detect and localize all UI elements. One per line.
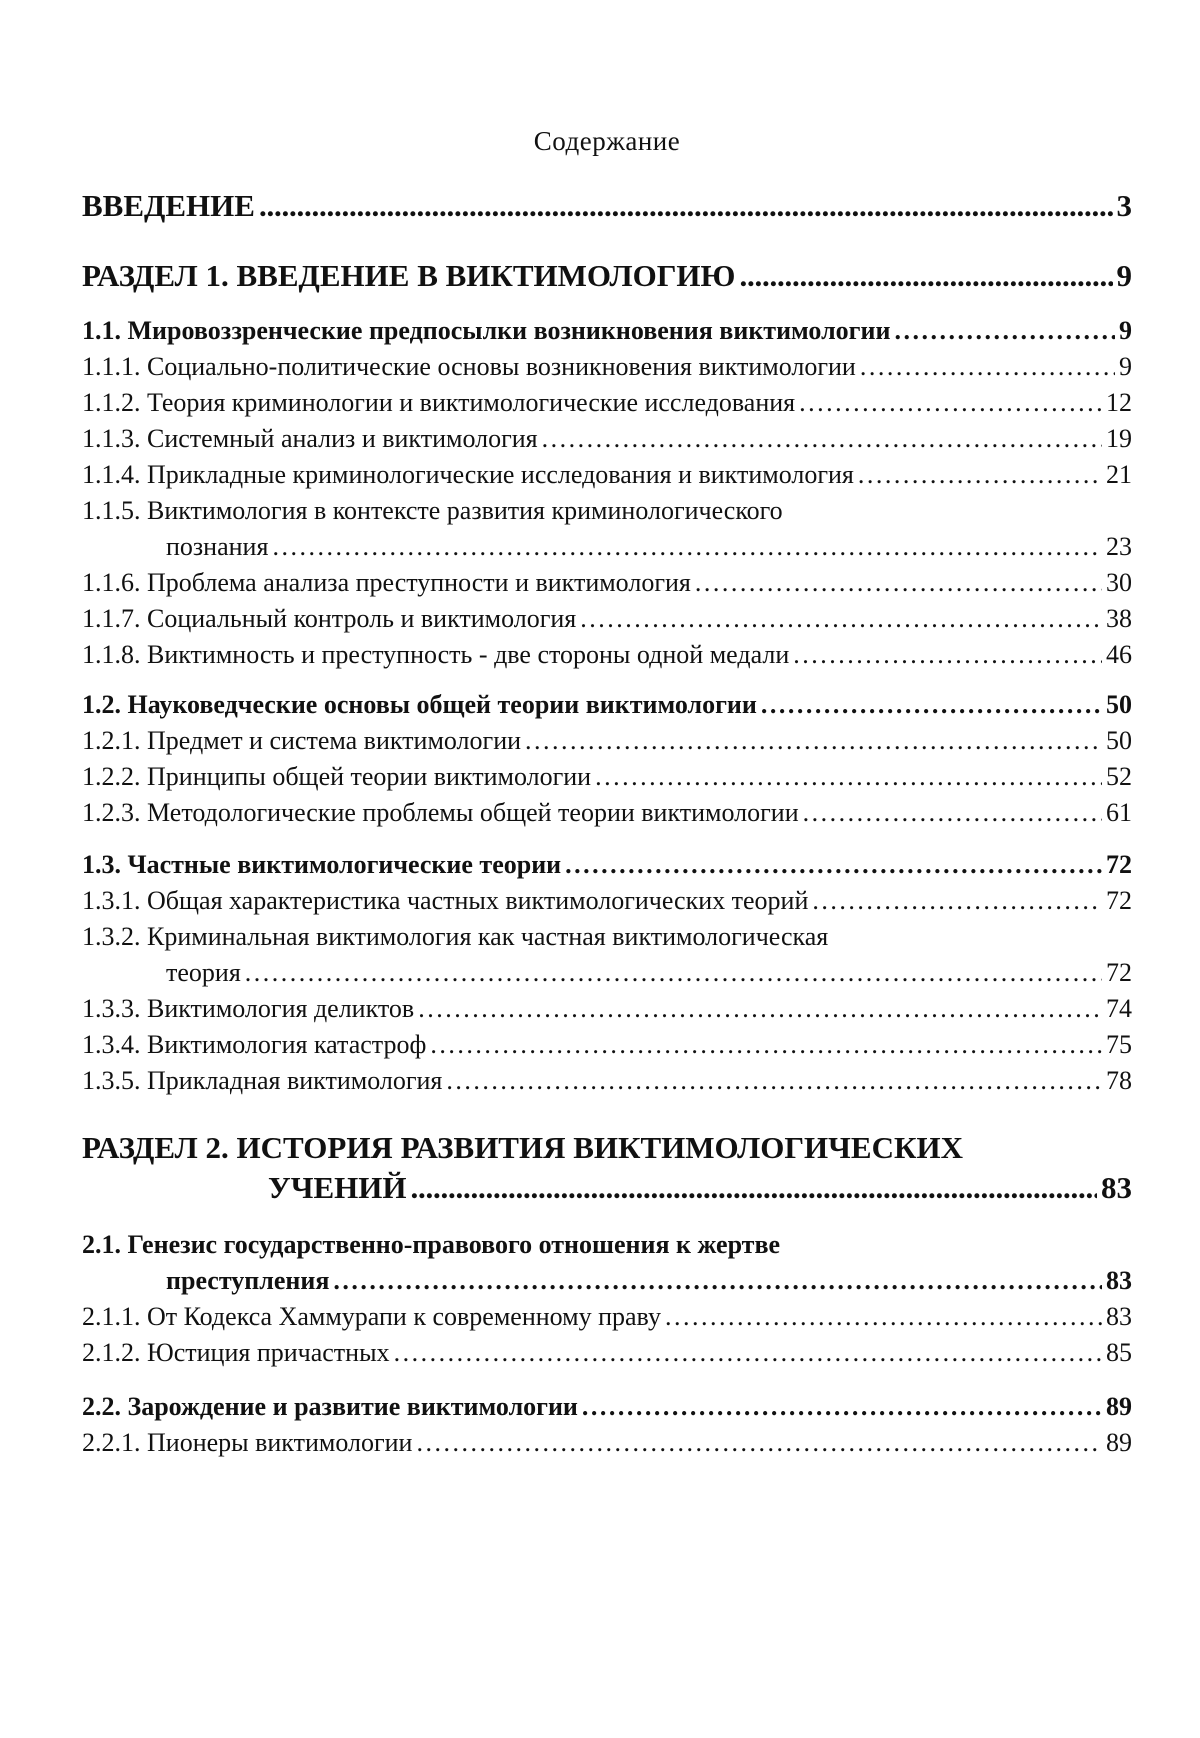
toc-entry-label: 1.3.4. Виктимология катастроф (82, 1030, 426, 1060)
toc-entry-label: 1.2. Науковедческие основы общей теории виктимологии (82, 690, 757, 720)
leader-dots (582, 1392, 1102, 1422)
toc-entry-label: 1.1.1. Социально-политические основы возникновения виктимологии (82, 352, 856, 382)
toc-entry-page: 30 (1106, 568, 1132, 598)
toc-entry-1-3-5 (82, 1066, 1132, 1096)
toc-entry-label: 1.1.8. Виктимность и преступность - две стороны одной медали (82, 640, 789, 670)
leader-dots (595, 762, 1102, 792)
toc-entry-page: 9 (1119, 316, 1132, 346)
toc-entry-label: 1.2.1. Предмет и система виктимологии (82, 726, 521, 756)
leader-dots (411, 1170, 1097, 1206)
toc-entry-page: 83 (1101, 1170, 1132, 1206)
toc-entry-label: 1.3.5. Прикладная виктимология (82, 1066, 442, 1096)
toc-entry-label: 1.1.7. Социальный контроль и виктимология (82, 604, 576, 634)
toc-entry-page: 12 (1106, 388, 1132, 418)
toc-entry-label: 1.3. Частные виктимологические теории (82, 850, 561, 880)
leader-dots (799, 388, 1102, 418)
toc-entry-label: 1.1.3. Системный анализ и виктимология (82, 424, 538, 454)
toc-entry-page: 89 (1106, 1428, 1132, 1458)
toc-entry-1-3 (82, 850, 1132, 880)
leader-dots (430, 1030, 1102, 1060)
toc-entry-page: 23 (1106, 532, 1132, 562)
toc-entry-page: 78 (1106, 1066, 1132, 1096)
toc-entry-label: 1.2.3. Методологические проблемы общей теории виктимологии (82, 798, 799, 828)
toc-entry-page: 83 (1106, 1266, 1132, 1296)
toc-entry-label: теория (166, 958, 241, 988)
toc-entry-page: 83 (1106, 1302, 1132, 1332)
toc-entry-2-2-1 (82, 1428, 1132, 1458)
toc-entry-label: 1.1.4. Прикладные криминологические исследования и виктимология (82, 460, 854, 490)
toc-entry-2-2 (82, 1392, 1132, 1422)
toc-entry-1-2 (82, 690, 1132, 720)
toc-entry-label: 2.2. Зарождение и развитие виктимологии (82, 1392, 578, 1422)
toc-entry-label: ВВЕДЕНИЕ (82, 188, 255, 224)
leader-dots (695, 568, 1102, 598)
leader-dots (394, 1338, 1102, 1368)
toc-entry-1-1-5-line1: 1.1.5. Виктимология в контексте развития криминологического (82, 496, 1132, 526)
toc-entry-page: 85 (1106, 1338, 1132, 1368)
toc-entry-1-3-3 (82, 994, 1132, 1024)
leader-dots (418, 994, 1102, 1024)
toc-entry-1-2-3 (82, 798, 1132, 828)
toc-entry-1-3-4 (82, 1030, 1132, 1060)
page-title: Содержание (82, 126, 1132, 157)
toc-entry-label: 2.2.1. Пионеры виктимологии (82, 1428, 412, 1458)
toc-entry-2-1 (82, 1266, 1132, 1296)
leader-dots (894, 316, 1115, 346)
leader-dots (245, 958, 1102, 988)
leader-dots (259, 188, 1113, 224)
toc-entry-page: 72 (1106, 850, 1132, 880)
toc-entry-label: 1.1.6. Проблема анализа преступности и виктимология (82, 568, 691, 598)
toc-entry-1-1-8 (82, 640, 1132, 670)
toc-entry-page: 75 (1106, 1030, 1132, 1060)
leader-dots (580, 604, 1102, 634)
toc-entry-label: УЧЕНИЙ (268, 1170, 407, 1206)
toc-entry-page: 74 (1106, 994, 1132, 1024)
toc-entry-label: 2.1.1. От Кодекса Хаммурапи к современному праву (82, 1302, 661, 1332)
toc-entry-label: преступления (166, 1266, 329, 1296)
leader-dots (272, 532, 1102, 562)
toc-entry-2-1-2 (82, 1338, 1132, 1368)
toc-entry-1-1-1 (82, 352, 1132, 382)
toc-entry-page: 21 (1106, 460, 1132, 490)
leader-dots (761, 690, 1102, 720)
toc-entry-2-1-1 (82, 1302, 1132, 1332)
toc-entry-1-1-2 (82, 388, 1132, 418)
toc-entry-1-1 (82, 316, 1132, 346)
toc-entry-page: 9 (1117, 258, 1133, 294)
toc-entry-1-1-4 (82, 460, 1132, 490)
leader-dots (860, 352, 1115, 382)
toc-entry-1-2-1 (82, 726, 1132, 756)
toc-entry-page: 72 (1106, 958, 1132, 988)
leader-dots (858, 460, 1102, 490)
toc-entry-label: 1.3.1. Общая характеристика частных виктимологических теорий (82, 886, 808, 916)
toc-entry-page: 19 (1106, 424, 1132, 454)
toc-entry-part2-line1: РАЗДЕЛ 2. ИСТОРИЯ РАЗВИТИЯ ВИКТИМОЛОГИЧЕСКИХ (82, 1130, 1132, 1166)
leader-dots (333, 1266, 1102, 1296)
toc-entry-page: 9 (1119, 352, 1132, 382)
leader-dots (665, 1302, 1102, 1332)
leader-dots (739, 258, 1112, 294)
toc-entry-part2 (82, 1170, 1132, 1206)
leader-dots (416, 1428, 1102, 1458)
toc-entry-1-2-2 (82, 762, 1132, 792)
toc-entry-label: познания (166, 532, 268, 562)
toc-entry-page: 38 (1106, 604, 1132, 634)
toc-entry-page: 72 (1106, 886, 1132, 916)
leader-dots (525, 726, 1102, 756)
toc-entry-1-1-5 (82, 532, 1132, 562)
leader-dots (565, 850, 1102, 880)
toc-entry-label: 1.1. Мировоззренческие предпосылки возникновения виктимологии (82, 316, 890, 346)
leader-dots (446, 1066, 1102, 1096)
toc-entry-page: 46 (1106, 640, 1132, 670)
toc-entry-1-3-1 (82, 886, 1132, 916)
toc-entry-page: 61 (1106, 798, 1132, 828)
toc-entry-2-1-line1: 2.1. Генезис государственно-правового отношения к жертве (82, 1230, 1132, 1260)
toc-entry-1-3-2 (82, 958, 1132, 988)
toc-entry-page: 89 (1106, 1392, 1132, 1422)
toc-entry-intro (82, 188, 1132, 224)
toc-entry-1-1-7 (82, 604, 1132, 634)
leader-dots (803, 798, 1102, 828)
toc-entry-page: 50 (1106, 690, 1132, 720)
toc-entry-label: 1.3.3. Виктимология деликтов (82, 994, 414, 1024)
toc-entry-1-3-2-line1: 1.3.2. Криминальная виктимология как частная виктимологическая (82, 922, 1132, 952)
toc-entry-part1 (82, 258, 1132, 294)
toc-entry-label: 2.1.2. Юстиция причастных (82, 1338, 390, 1368)
toc-entry-page: 3 (1117, 188, 1133, 224)
toc-entry-page: 50 (1106, 726, 1132, 756)
toc-entry-1-1-6 (82, 568, 1132, 598)
toc-entry-1-1-3 (82, 424, 1132, 454)
toc-entry-label: РАЗДЕЛ 1. ВВЕДЕНИЕ В ВИКТИМОЛОГИЮ (82, 258, 735, 294)
leader-dots (812, 886, 1102, 916)
leader-dots (793, 640, 1102, 670)
toc-entry-label: 1.1.2. Теория криминологии и виктимологические исследования (82, 388, 795, 418)
toc-entry-page: 52 (1106, 762, 1132, 792)
leader-dots (542, 424, 1102, 454)
toc-entry-label: 1.2.2. Принципы общей теории виктимологии (82, 762, 591, 792)
